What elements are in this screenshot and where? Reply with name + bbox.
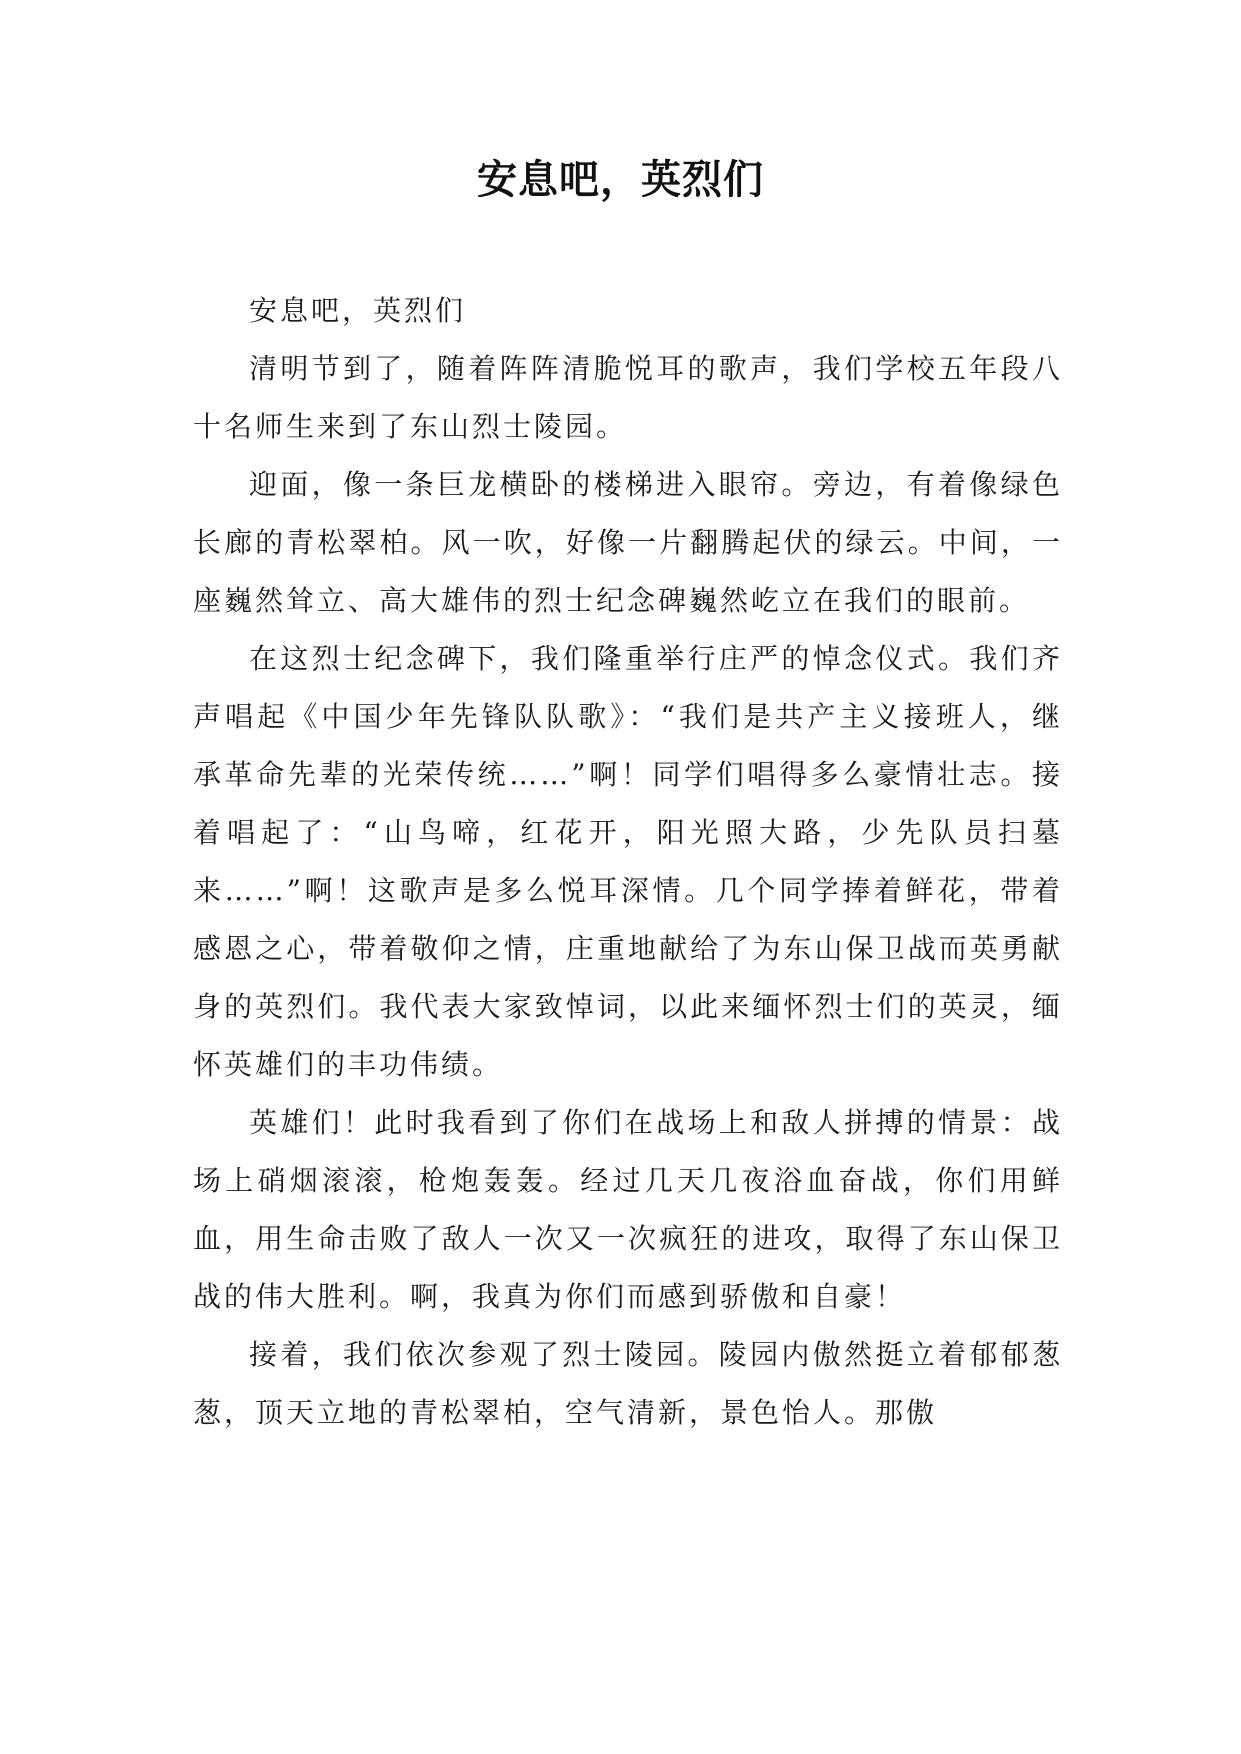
- paragraph: 安息吧，英烈们: [249, 294, 467, 327]
- paragraph: 接着，我们依次参观了烈士陵园。陵园内傲然挺立着郁郁葱葱，顶天立地的青松翠柏，空气清新，景色怡人。那傲: [193, 1338, 1063, 1429]
- paragraph: 迎面，像一条巨龙横卧的楼梯进入眼帘。旁边，有着像绿色长廊的青松翠柏。风一吹，好像一片翻腾起伏的绿云。中间，一座巍然耸立、高大雄伟的烈士纪念碑巍然屹立在我们的眼前。: [193, 468, 1063, 617]
- paragraph: 清明节到了，随着阵阵清脆悦耳的歌声，我们学校五年段八十名师生来到了东山烈士陵园。: [193, 352, 1063, 443]
- paragraph: 在这烈士纪念碑下，我们隆重举行庄严的悼念仪式。我们齐声唱起《中国少年先锋队队歌》：“我们是共产主义接班人，继承革命先辈的光荣传统……”啊！同学们唱得多么豪情壮志。接着唱起了：“山鸟啼，红花开，阳光照大路，少先队员扫墓来……”啊！这歌声是多么悦耳深情。几个同学捧着鲜花，带着感恩之心，带着敬仰之情，庄重地献给了为东山保卫战而英勇献身的英烈们。我代表大家致悼词，以此来缅怀烈士们的英灵，缅怀英雄们的丰功伟绩。: [193, 642, 1063, 1081]
- paragraph: 英雄们！此时我看到了你们在战场上和敌人拼搏的情景：战场上硝烟滚滚，枪炮轰轰。经过几天几夜浴血奋战，你们用鲜血，用生命击败了敌人一次又一次疯狂的进攻，取得了东山保卫战的伟大胜利。啊，我真为你们而感到骄傲和自豪！: [193, 1106, 1063, 1313]
- document-body: [193, 282, 1063, 1442]
- document-title: 安息吧，英烈们: [477, 156, 764, 203]
